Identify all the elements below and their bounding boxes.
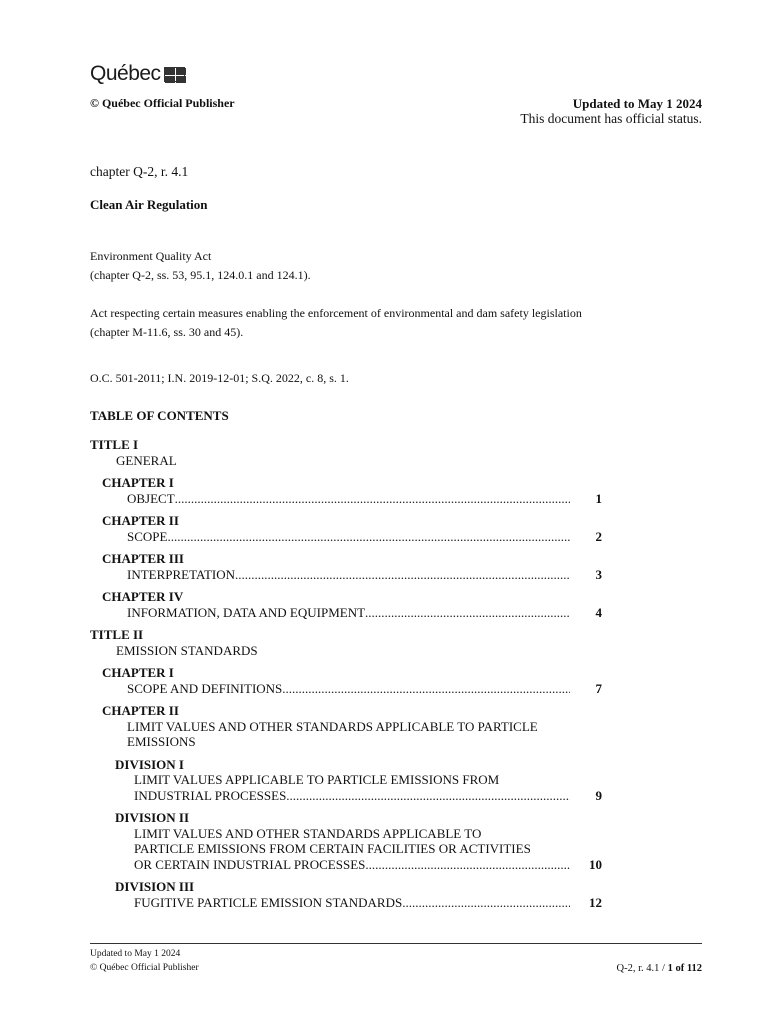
toc-title-2-name: EMISSION STANDARDS [116, 642, 258, 658]
toc-chapter-label: CHAPTER II [102, 703, 179, 718]
toc-entry-division-1[interactable] [134, 772, 602, 803]
act2-name: Act respecting certain measures enabling the enforcement of environmental and dam safety legislation [90, 306, 582, 320]
logo-wordmark: Québec [90, 62, 161, 85]
dot-leader [175, 491, 570, 507]
toc-entry-information[interactable] [127, 605, 602, 621]
toc-chapter-label: CHAPTER I [102, 665, 174, 680]
dot-leader [282, 681, 570, 697]
toc-page-number: 4 [595, 604, 602, 620]
updated-date: Updated to May 1 2024 [572, 96, 702, 111]
toc-page-number: 1 [595, 490, 602, 506]
dot-leader [286, 788, 570, 804]
dot-leader [167, 529, 570, 545]
toc-division-label: DIVISION II [115, 810, 190, 825]
publisher-header: © Québec Official Publisher [90, 96, 235, 110]
toc-title-1-label: TITLE I [90, 437, 139, 452]
toc-entry-text: OBJECT [127, 490, 175, 506]
footer-publisher: © Québec Official Publisher [90, 963, 199, 973]
footer-updated: Updated to May 1 2024 [90, 949, 181, 959]
chapter-reference: chapter Q-2, r. 4.1 [90, 164, 189, 179]
toc-division-label: DIVISION III [115, 879, 195, 894]
toc-chapter-label: CHAPTER I [102, 475, 174, 490]
toc-chapter-label: CHAPTER II [102, 513, 179, 528]
toc-title-2-label: TITLE II [90, 627, 144, 642]
toc-page-number: 3 [595, 566, 602, 582]
toc-entry-text: LIMIT VALUES AND OTHER STANDARDS APPLICABLE TO PARTICLE [127, 718, 538, 734]
enabling-act-2 [90, 304, 582, 342]
toc-entry-scope-definitions[interactable] [127, 681, 602, 697]
toc-entry-text: INDUSTRIAL PROCESSES [134, 787, 287, 803]
page-counter: 1 of 112 [667, 963, 702, 974]
toc-page-number: 9 [595, 787, 602, 803]
toc-entry-text: PARTICLE EMISSIONS FROM CERTAIN FACILITIES OR ACTIVITIES [134, 841, 531, 856]
quebec-logo [90, 62, 185, 86]
order-references: O.C. 501-2011; I.N. 2019-12-01; S.Q. 2022, c. 8, s. 1. [90, 371, 349, 385]
toc-entry-scope[interactable] [127, 529, 602, 545]
act2-sections: (chapter M-11.6, ss. 30 and 45). [90, 325, 244, 339]
dot-leader [365, 605, 570, 621]
dot-leader [365, 857, 570, 873]
toc-entry-text: EMISSIONS [127, 734, 196, 749]
toc-entry-text: SCOPE AND DEFINITIONS [127, 680, 283, 696]
toc-entry-text: INTERPRETATION [127, 566, 236, 582]
toc-page-number: 2 [595, 528, 602, 544]
toc-entry-text: OR CERTAIN INDUSTRIAL PROCESSES [134, 856, 366, 872]
toc-entry-division-3[interactable] [134, 895, 602, 911]
toc-heading: TABLE OF CONTENTS [90, 408, 229, 423]
toc-entry-text: INFORMATION, DATA AND EQUIPMENT [127, 604, 366, 620]
toc-chapter-label: CHAPTER III [102, 551, 184, 566]
toc-entry-object[interactable] [127, 491, 602, 507]
toc-entry-division-2[interactable] [134, 826, 602, 873]
toc-entry-text: LIMIT VALUES APPLICABLE TO PARTICLE EMISSIONS FROM [134, 772, 500, 787]
footer-divider [90, 943, 702, 944]
toc-entry-interpretation[interactable] [127, 567, 602, 583]
dot-leader [402, 895, 570, 911]
toc-chapter-label: CHAPTER IV [102, 589, 184, 604]
toc-page-number: 12 [589, 894, 602, 910]
table-of-contents [90, 437, 602, 910]
regulation-title: Clean Air Regulation [90, 197, 208, 212]
fleur-de-lis-flag-icon [164, 67, 185, 82]
official-status: This document has official status. [520, 111, 702, 126]
toc-entry-text: LIMIT VALUES AND OTHER STANDARDS APPLICABLE TO [134, 825, 482, 841]
enabling-act-1 [90, 247, 311, 285]
dot-leader [235, 567, 570, 583]
toc-page-number: 7 [595, 680, 602, 696]
toc-division-label: DIVISION I [115, 756, 184, 772]
toc-entry-text: SCOPE [127, 528, 168, 544]
toc-title-1-name: GENERAL [116, 452, 177, 468]
toc-entry-text: FUGITIVE PARTICLE EMISSION STANDARDS [134, 894, 403, 910]
footer-page-ref [617, 963, 702, 974]
footer-doc-ref: Q-2, r. 4.1 / [616, 963, 668, 974]
act1-sections: (chapter Q-2, ss. 53, 95.1, 124.0.1 and 124.1). [90, 268, 311, 282]
toc-page-number: 10 [589, 856, 602, 872]
toc-entry-limit-values[interactable] [127, 719, 602, 750]
act1-name: Environment Quality Act [90, 249, 212, 263]
